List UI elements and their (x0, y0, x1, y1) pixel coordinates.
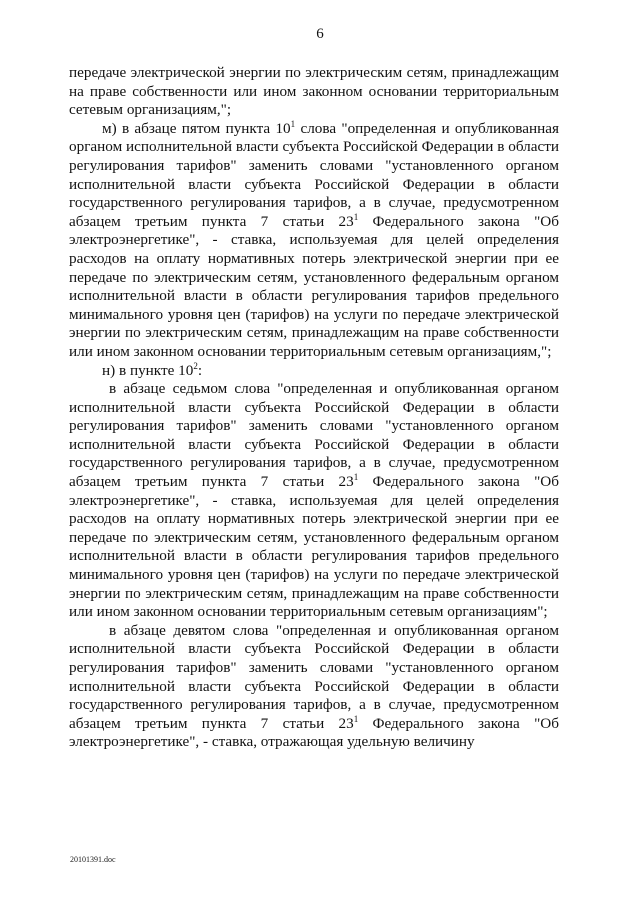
page-number: 6 (316, 26, 324, 42)
document-body (69, 64, 559, 752)
paragraph-item-m: м) в абзаце пятом пункта $10^1$ слова "определенная и опубликованная органом исполнительной власти субъекта Российской Федерации в области регулирования тарифов" заменить словами "установленного органом исполнительной власти субъекта Российской Федерации в области государственного регулирования тарифов, а в случае, предусмотренном абзацем третьим пункта 7 статьи $23^1$ Федерального закона "Об электроэнергетике", - ставка, используемая для целей определения расходов на оплату нормативных потерь электрической энергии при ее передаче по электрическим сетям, установленного федеральным органом исполнительной власти в области регулирования тарифов предельного минимального уровня цен (тарифов) на услуги по передаче электрической энергии по электрическим сетям, принадлежащим на праве собственности или ином законном основании территориальным сетевым организациям,"; (69, 118, 559, 360)
paragraph-item-n: н) в пункте $10^2$: (102, 360, 203, 379)
paragraph-seventh-subparagraph: в абзаце седьмом слова "определенная и опубликованная органом исполнительной власти субъекта Российской Федерации в области регулирования тарифов" заменить словами "установленного органом исполнительной власти субъекта Российской Федерации в области государственного регулирования тарифов, а в случае, предусмотренном абзацем третьим пункта 7 статьи $23^1$ Федерального закона "Об электроэнергетике", - ставка, используемая для целей определения расходов на оплату нормативных потерь электрической энергии при ее передаче по электрическим сетям, установленного федеральным органом исполнительной власти в области регулирования тарифов предельного минимального уровня цен (тарифов) на услуги по передаче электрической энергии по электрическим сетям, принадлежащим на праве собственности или ином законном основании территориальным сетевым организациям"; (69, 380, 559, 621)
paragraph-continuation: передаче электрической энергии по электрическим сетям, принадлежащим на праве собственности или ином законном основании территориальным сетевым организациям,"; (69, 64, 559, 119)
paragraph-ninth-subparagraph: в абзаце девятом слова "определенная и опубликованная органом исполнительной власти субъекта Российской Федерации в области регулирования тарифов" заменить словами "установленного органом исполнительной власти субъекта Российской Федерации в области государственного регулирования тарифов, а в случае, предусмотренном абзацем третьим пункта 7 статьи $23^1$ Федерального закона "Об электроэнергетике", - ставка, отражающая удельную величину (69, 621, 559, 751)
document-filename: 20101391.doc (70, 855, 116, 864)
